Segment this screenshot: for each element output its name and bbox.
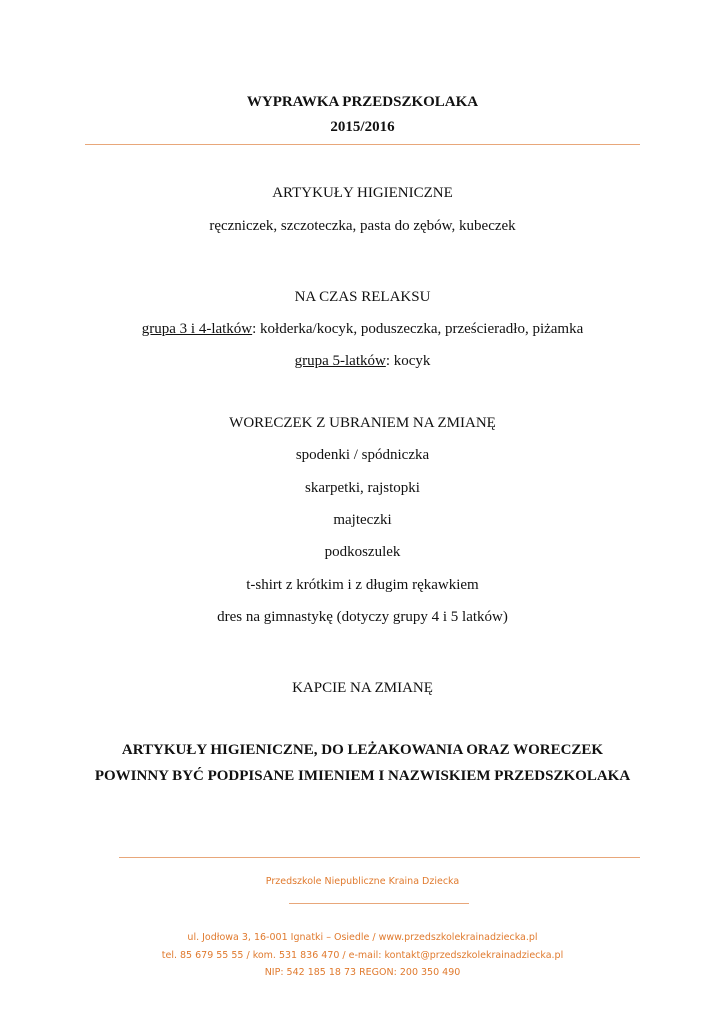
clothes-item: dres na gimnastykę (dotyczy grupy 4 i 5 latków) xyxy=(217,609,508,625)
relax-group-small-label: grupa 3 i 4-latków xyxy=(141,321,253,337)
clothes-heading: WORECZEK Z UBRANIEM NA ZMIANĘ xyxy=(229,415,496,431)
document-year: 2015/2016 xyxy=(330,119,395,135)
footer-name-underline xyxy=(289,903,469,904)
clothes-item: spodenki / spódniczka xyxy=(295,447,430,463)
hygiene-items: ręczniczek, szczoteczka, pasta do zębów, kubeczek xyxy=(209,218,516,234)
footer-organization-name: Przedszkole Niepubliczne Kraina Dziecka xyxy=(265,876,460,887)
relax-heading: NA CZAS RELAKSU xyxy=(294,289,431,305)
notice-line-2: POWINNY BYĆ PODPISANE IMIENIEM I NAZWISKIEM PRZEDSZKOLAKA xyxy=(94,768,631,784)
relax-group-big-label: grupa 5-latków xyxy=(294,353,386,369)
clothes-item: majteczki xyxy=(333,512,392,528)
relax-group-small-items: : kołderka/kocyk, poduszeczka, prześcieradło, piżamka xyxy=(252,321,584,337)
document-title: WYPRAWKA PRZEDSZKOLAKA xyxy=(246,94,479,110)
footer-ids: NIP: 542 185 18 73 REGON: 200 350 490 xyxy=(264,967,461,978)
clothes-item: podkoszulek xyxy=(324,544,401,560)
footer-address: ul. Jodłowa 3, 16-001 Ignatki – Osiedle / www.przedszkolekrainadziecka.pl xyxy=(187,932,538,943)
header-divider xyxy=(85,144,640,145)
relax-group-big xyxy=(0,352,725,370)
clothes-item: skarpetki, rajstopki xyxy=(305,480,420,496)
footer-contact: tel. 85 679 55 55 / kom. 531 836 470 / e-mail: kontakt@przedszkolekrainadziecka.pl xyxy=(161,950,564,961)
relax-group-big-items: : kocyk xyxy=(385,353,431,369)
hygiene-heading: ARTYKUŁY HIGIENICZNE xyxy=(272,185,453,201)
slippers-heading: KAPCIE NA ZMIANĘ xyxy=(292,680,433,696)
notice-line-1: ARTYKUŁY HIGIENICZNE, DO LEŻAKOWANIA ORAZ WORECZEK xyxy=(121,742,604,758)
footer-divider xyxy=(119,857,640,858)
clothes-item: t-shirt z krótkim i z długim rękawkiem xyxy=(246,577,479,593)
relax-group-small xyxy=(0,320,725,338)
